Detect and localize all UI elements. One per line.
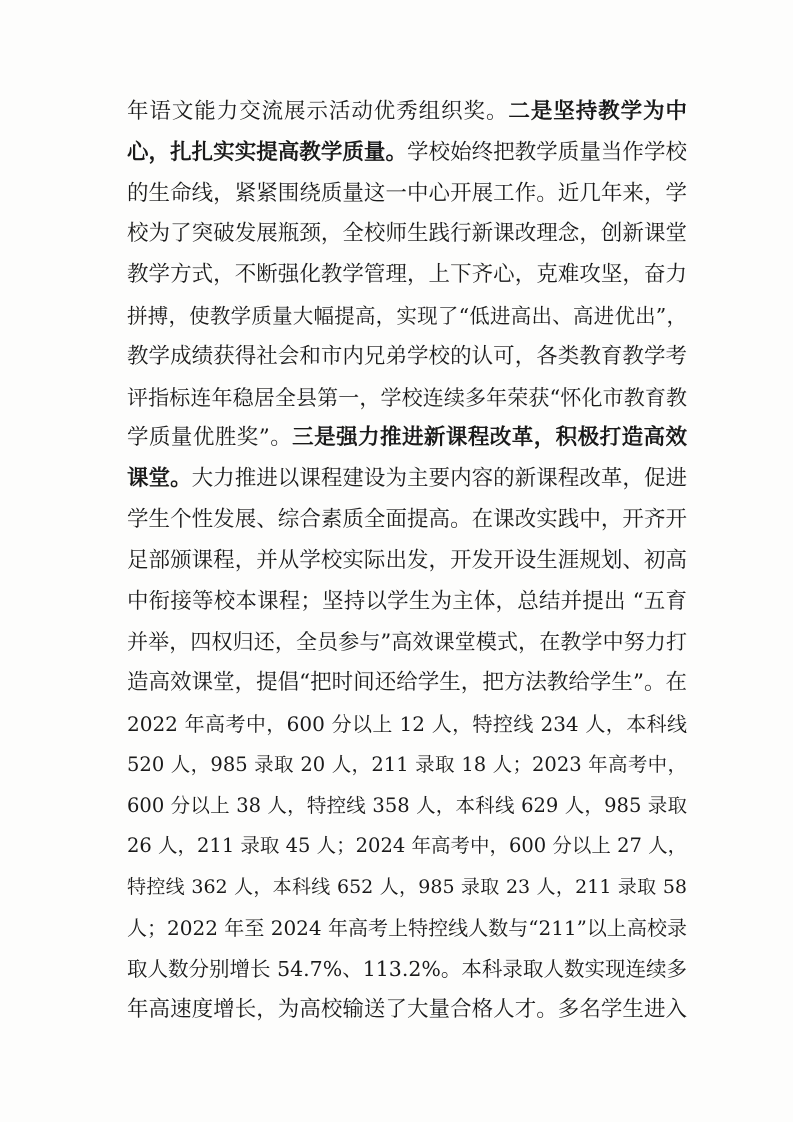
text-segment: 26 人，211 录取 45 人；2024 年高考中，600 分以上 27 人， (127, 834, 688, 858)
bold-text-segment: 心，扎扎实实提高教学质量。 (127, 139, 408, 165)
text-segment: 评指标连年稳居全县第一，学校连续多年荣获“怀化市教育教 (127, 385, 687, 410)
text-segment: 取人数分别增长 54.7%、113.2%。本科录取人数实现连续多 (127, 956, 687, 981)
text-segment: 拼搏，使教学质量大幅提高，实现了“低进高出、高进优出”， (127, 303, 687, 328)
text-line (127, 541, 687, 582)
text-line (127, 133, 687, 174)
bold-text-segment: 三是强力推进新课程改革，积极打造高效 (292, 425, 687, 451)
text-line (127, 214, 687, 255)
text-segment: 特控线 362 人，本科线 652 人，985 录取 23 人，211 录取 58 (127, 876, 687, 899)
text-line (127, 786, 687, 827)
text-segment: 教学方式，不断强化教学管理，上下齐心，克难攻坚，奋力 (127, 262, 687, 288)
text-segment: 的生命线，紧紧围绕质量这一中心开展工作。近几年来，学 (127, 180, 687, 206)
text-line (127, 704, 687, 745)
text-line (127, 255, 687, 296)
text-segment: 造高效课堂，提倡“把时间还给学生，把方法教给学生”。在 (127, 670, 687, 696)
text-segment: 大力推进以课程建设为主要内容的新课程改革，促进 (191, 466, 687, 492)
text-segment: 520 人，985 录取 20 人，211 录取 18 人；2023 年高考中， (127, 752, 687, 776)
text-segment: 年高速度增长，为高校输送了大量合格人才。多名学生进入 (127, 996, 687, 1022)
text-segment: 教学成绩获得社会和市内兄弟学校的认可，各类教育教学考 (127, 343, 687, 369)
text-segment: 学质量优胜奖”。 (127, 425, 293, 451)
text-segment: 年语文能力交流展示活动优秀组织奖。 (127, 99, 509, 124)
text-segment: 并举，四权归还，全员参与”高效课堂模式，在教学中努力打 (127, 630, 687, 655)
text-segment: 600 分以上 38 人，特控线 358 人，本科线 629 人，985 录取 (127, 793, 687, 817)
text-line (127, 337, 687, 378)
bold-text-segment: 二是坚持教学为中 (508, 99, 687, 124)
text-line (127, 459, 687, 500)
body-text (127, 92, 687, 1030)
text-segment: 2022 年高考中，600 分以上 12 人，特控线 234 人，本科线 (127, 711, 687, 736)
text-segment: 人；2022 年至 2024 年高考上特控线人数与“211”以上高校录 (127, 915, 687, 940)
text-line (127, 622, 687, 663)
text-line (127, 867, 687, 908)
text-line (127, 296, 687, 337)
text-line (127, 378, 687, 419)
text-line (127, 908, 687, 949)
text-line (127, 500, 687, 541)
text-line (127, 949, 687, 990)
text-line (127, 990, 687, 1031)
text-line (127, 582, 687, 623)
text-line (127, 663, 687, 704)
text-segment: 校为了突破发展瓶颈，全校师生践行新课改理念，创新课堂 (127, 221, 687, 247)
text-line (127, 418, 687, 459)
text-line (127, 174, 687, 215)
text-segment: 学生个性发展、综合素质全面提高。在课改实践中，开齐开 (127, 506, 687, 532)
text-segment: 足部颁课程，并从学校实际出发，开发开设生涯规划、初高 (127, 547, 687, 573)
text-line (127, 826, 687, 867)
text-segment: 学校始终把教学质量当作学校 (407, 139, 687, 165)
text-line (127, 92, 687, 133)
text-line (127, 745, 687, 786)
bold-text-segment: 课堂。 (127, 466, 192, 492)
text-segment: 中衔接等校本课程；坚持以学生为主体，总结并提出 “五育 (127, 588, 687, 614)
